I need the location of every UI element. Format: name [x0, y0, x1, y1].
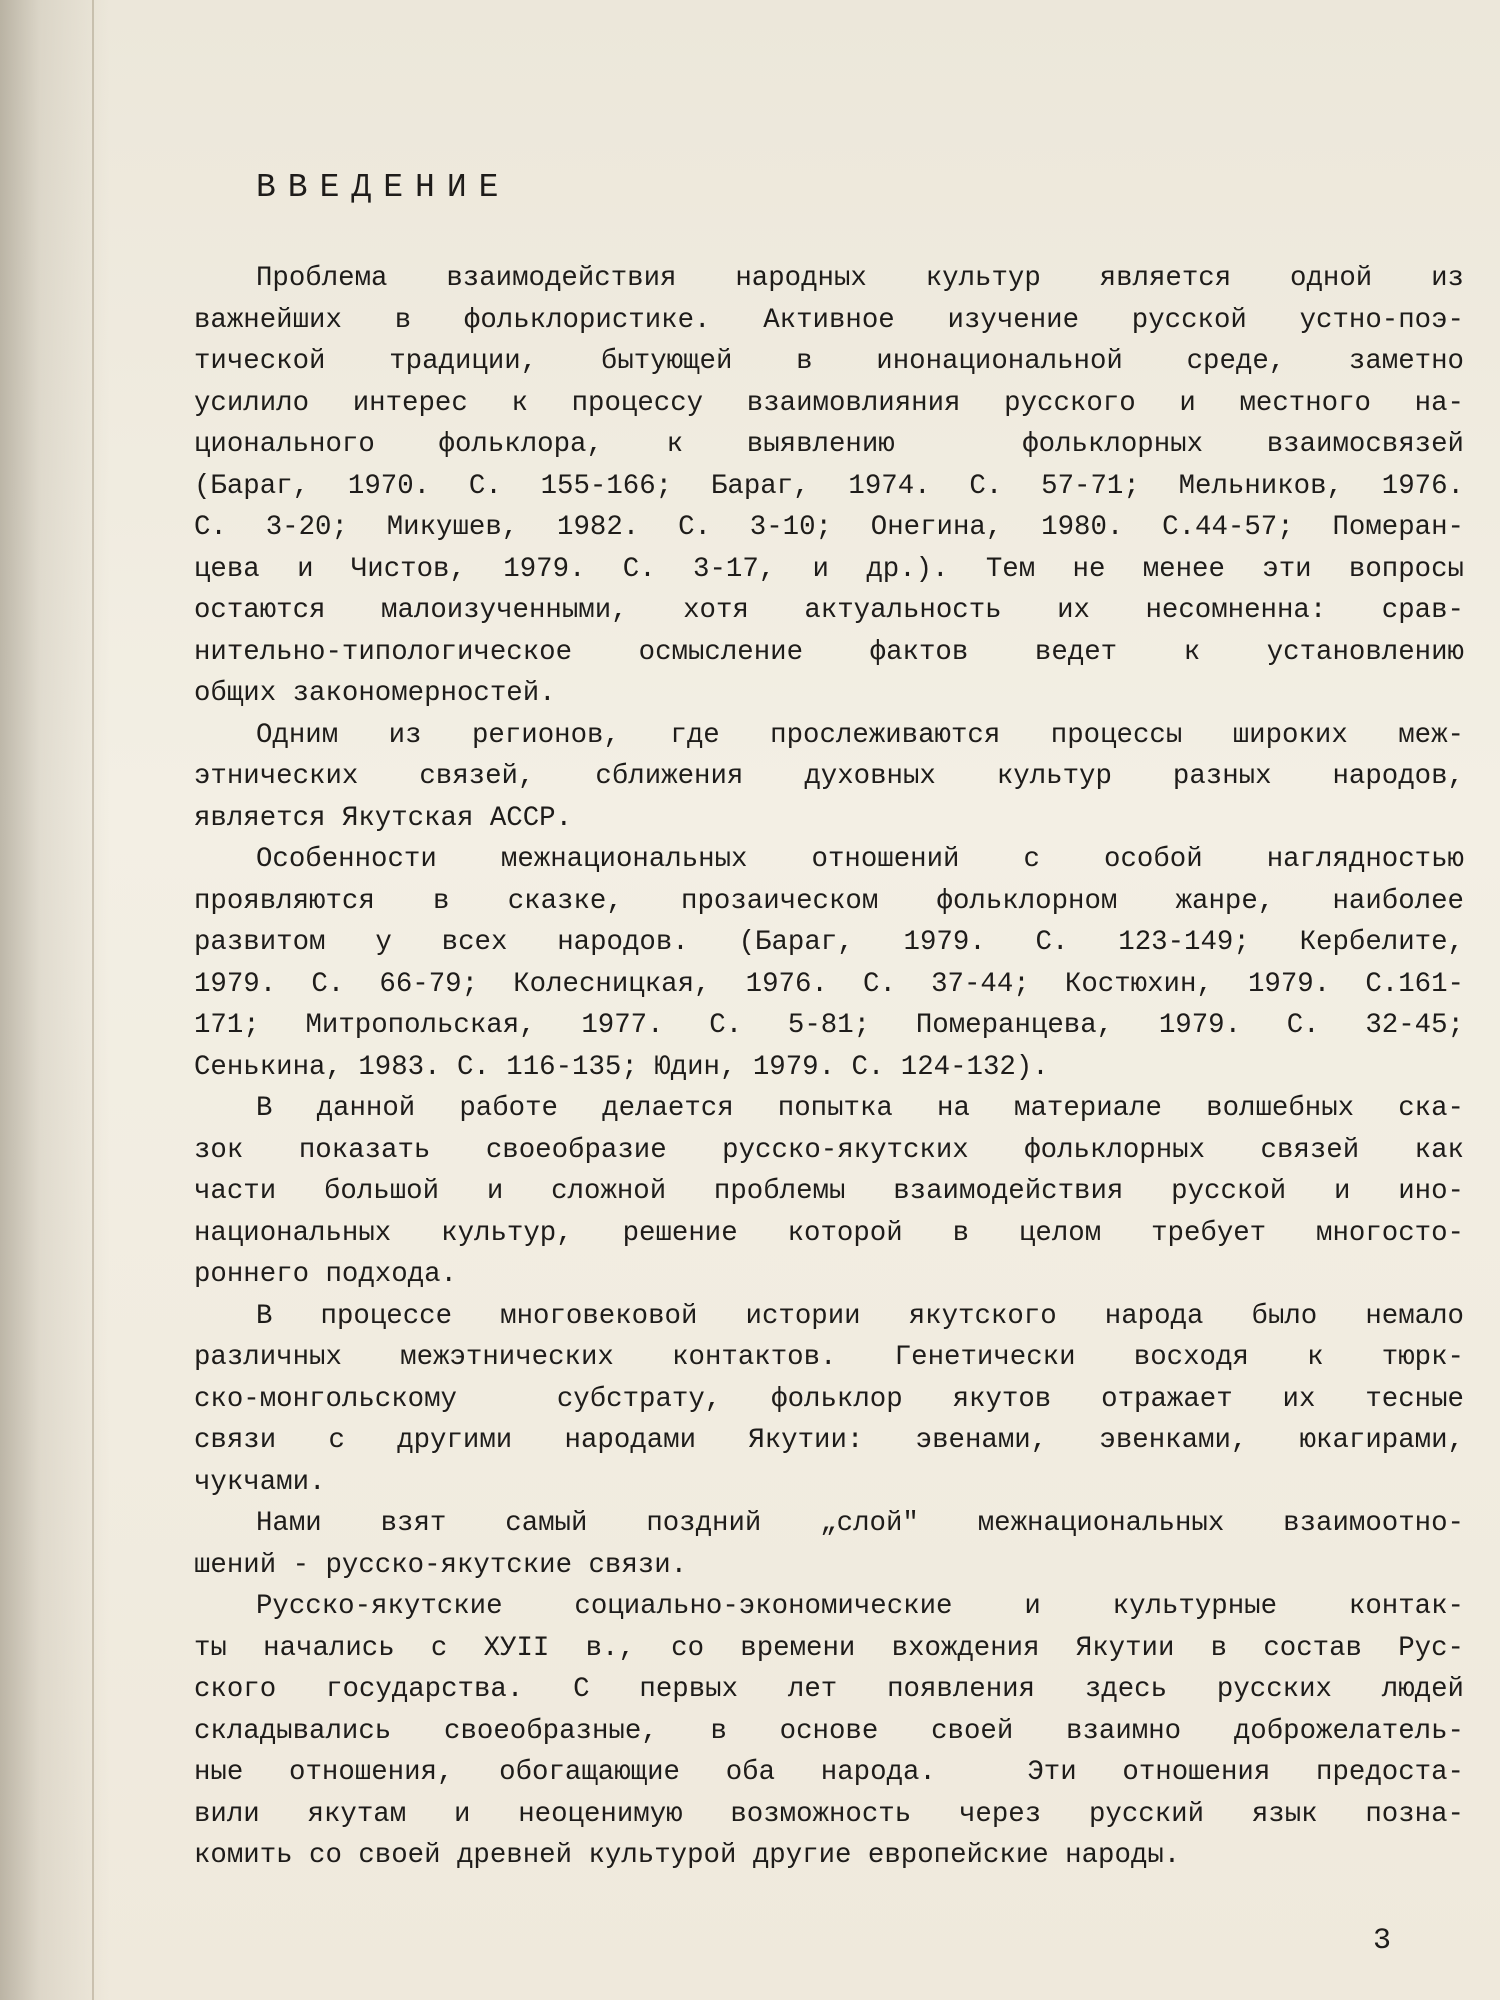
- text-line: складывались своеобразные, в основе своей взаимно доброжелатель-: [194, 1715, 1464, 1747]
- text-line: ционального фольклора, к выявлению фольклорных взаимосвязей: [194, 429, 1464, 460]
- text-line: общих закономерностей.: [194, 678, 556, 709]
- text-line: Особенности межнациональных отношений с особой наглядностью: [256, 844, 1464, 875]
- text-line: национальных культур, решение которой в целом требует многосто-: [194, 1217, 1464, 1249]
- text-line: Одним из регионов, где прослеживаются процессы широких меж-: [256, 719, 1464, 751]
- text-line: тической традиции, бытующей в инонациональной среде, заметно: [194, 346, 1464, 377]
- book-gutter: [92, 0, 94, 2000]
- text-line: (Бараг, 1970. С. 155-166; Бараг, 1974. С. 57-71; Мельников, 1976.: [194, 470, 1464, 502]
- text-line: В данной работе делается попытка на материале волшебных ска-: [256, 1093, 1464, 1124]
- text-line: нительно-типологическое осмысление фактов ведет к установлению: [194, 636, 1464, 668]
- text-line: ского государства. С первых лет появления здесь русских людей: [194, 1674, 1464, 1705]
- body-text: [194, 258, 1464, 1877]
- text-line: развитом у всех народов. (Бараг, 1979. С. 123-149; Кербелите,: [194, 927, 1464, 958]
- text-line: важнейших в фольклористике. Активное изучение русской устно-поэ-: [194, 304, 1464, 336]
- text-line: вили якутам и неоценимую возможность через русский язык позна-: [194, 1798, 1464, 1830]
- text-line: проявляются в сказке, прозаическом фольклорном жанре, наиболее: [194, 885, 1464, 917]
- text-line: С. 3-20; Микушев, 1982. С. 3-10; Онегина, 1980. С.44-57; Померан-: [194, 512, 1464, 543]
- text-line: Проблема взаимодействия народных культур является одной из: [256, 263, 1464, 294]
- text-line: является Якутская АССР.: [194, 802, 573, 834]
- page-heading: ВВЕДЕНИЕ: [256, 169, 511, 206]
- text-line: цева и Чистов, 1979. С. 3-17, и др.). Тем не менее эти вопросы: [194, 553, 1464, 585]
- text-line: ные отношения, обогащающие оба народа. Эти отношения предоста-: [194, 1757, 1464, 1788]
- text-line: комить со своей древней культурой другие европейские народы.: [194, 1840, 1181, 1871]
- page-number: 3: [1373, 1924, 1392, 1958]
- text-line: остаются малоизученными, хотя актуальность их несомненна: срав-: [194, 595, 1464, 626]
- text-line: связи с другими народами Якутии: эвенами, эвенками, юкагирами,: [194, 1425, 1464, 1456]
- text-line: 171; Митропольская, 1977. С. 5-81; Померанцева, 1979. С. 32-45;: [194, 1010, 1464, 1041]
- text-line: ско-монгольскому субстрату, фольклор якутов отражает их тесные: [194, 1383, 1464, 1415]
- text-line: В процессе многовековой истории якутского народа было немало: [256, 1300, 1464, 1332]
- text-line: шений - русско-якутские связи.: [194, 1549, 688, 1581]
- text-line: зок показать своеобразие русско-якутских фольклорных связей как: [194, 1134, 1464, 1166]
- text-line: чукчами.: [194, 1466, 326, 1498]
- text-line: роннего подхода.: [194, 1259, 457, 1290]
- text-line: части большой и сложной проблемы взаимодействия русской и ино-: [194, 1176, 1464, 1207]
- text-line: усилило интерес к процессу взаимовлияния русского и местного на-: [194, 387, 1464, 419]
- text-line: Сенькина, 1983. С. 116-135; Юдин, 1979. С. 124-132).: [194, 1051, 1049, 1083]
- text-line: Нами взят самый поздний „слой" межнациональных взаимоотно-: [256, 1508, 1464, 1539]
- text-line: различных межэтнических контактов. Генетически восходя к тюрк-: [194, 1342, 1464, 1373]
- text-line: 1979. С. 66-79; Колесницкая, 1976. С. 37-44; Костюхин, 1979. С.161-: [194, 968, 1464, 1000]
- text-line: этнических связей, сближения духовных культур разных народов,: [194, 761, 1464, 792]
- text-line: Русско-якутские социально-экономические и культурные контак-: [256, 1591, 1464, 1622]
- text-line: ты начались с XУII в., со времени вхождения Якутии в состав Рус-: [194, 1632, 1464, 1664]
